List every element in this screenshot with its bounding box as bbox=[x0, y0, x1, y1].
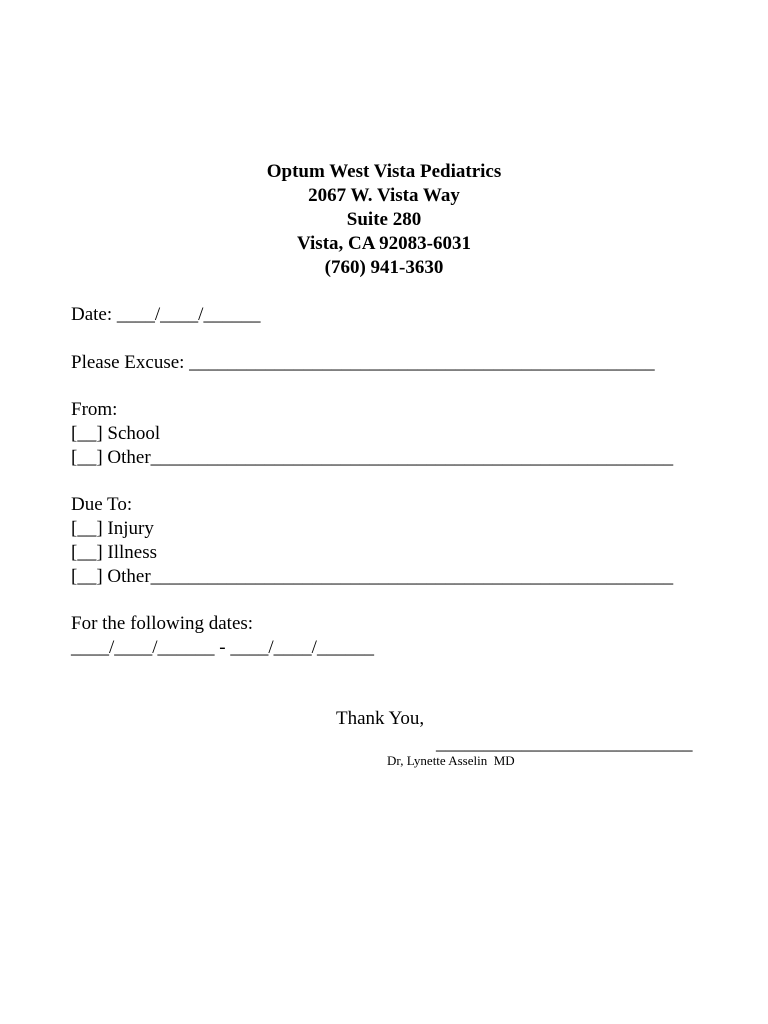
dates-label: For the following dates: bbox=[71, 613, 254, 635]
from-label: From: bbox=[71, 399, 118, 421]
date-range-field: ____/____/______ - ____/____/______ bbox=[71, 637, 374, 659]
spacer bbox=[71, 470, 711, 494]
due-injury-checkbox: [__] Injury bbox=[71, 518, 154, 540]
date-field: Date: ____/____/______ bbox=[71, 304, 261, 325]
from-school-checkbox: [__] School bbox=[71, 422, 161, 444]
due-illness-checkbox: [__] Illness bbox=[71, 541, 158, 563]
practice-name: Optum West Vista Pediatrics bbox=[266, 161, 502, 182]
city-state-zip: Vista, CA 92083-6031 bbox=[297, 233, 471, 254]
due-to-label: Due To: bbox=[71, 494, 133, 516]
please-excuse-field: Please Excuse: _________________________________________________ bbox=[71, 351, 655, 373]
letterhead bbox=[0, 160, 768, 280]
signer-name: Dr, Lynette Asselin MD bbox=[387, 753, 515, 768]
spacer bbox=[71, 327, 711, 351]
thank-you: Thank You, bbox=[336, 708, 425, 729]
from-other-checkbox: [__] Other_______________________________________________________ bbox=[71, 446, 674, 468]
suite-number: Suite 280 bbox=[346, 209, 422, 230]
signature-line: ___________________________ bbox=[436, 733, 693, 754]
phone-number: (760) 941-3630 bbox=[324, 257, 444, 278]
street-address: 2067 W. Vista Way bbox=[308, 185, 460, 206]
spacer bbox=[71, 589, 711, 613]
due-other-checkbox: [__] Other_______________________________________________________ bbox=[71, 565, 674, 587]
form-body bbox=[71, 303, 711, 660]
spacer bbox=[71, 374, 711, 398]
